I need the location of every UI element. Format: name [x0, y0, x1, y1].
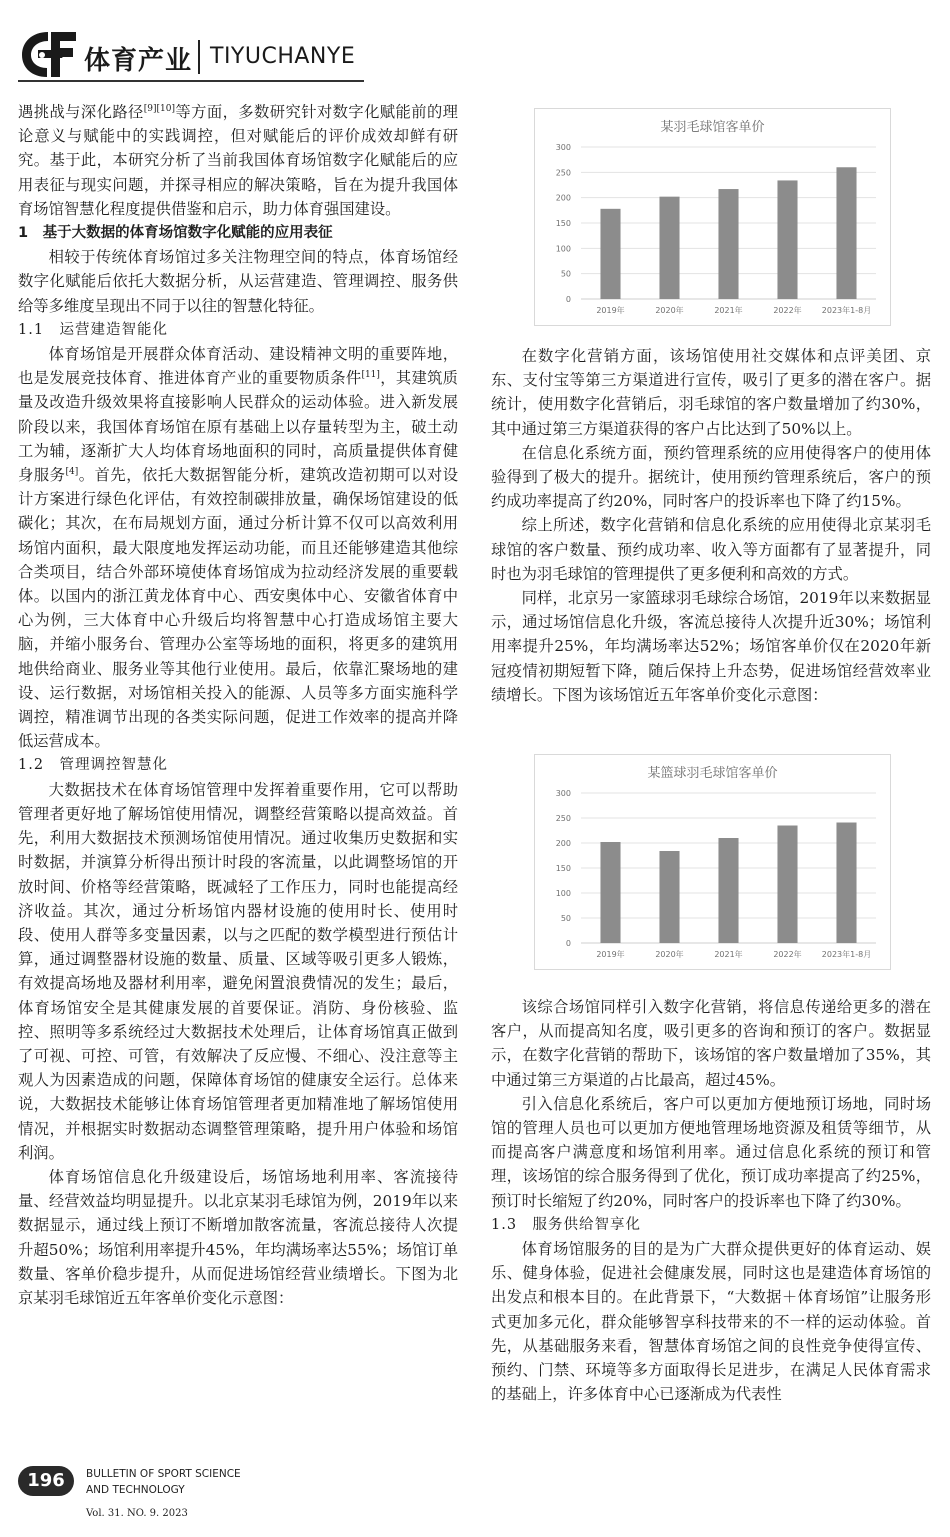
- y-tick-label: 200: [555, 193, 571, 203]
- y-tick-label: 100: [555, 244, 571, 254]
- section-heading-1: 1 基于大数据的体育场馆数字化赋能的应用表征: [18, 225, 333, 242]
- paragraph: 大数据技术在体育场馆管理中发挥着重要作用，它可以帮助管理者更好地了解场馆使用情况，调整经营策略以提高效益。首先，利用大数据技术预测场馆使用情况。通过收集历史数据和实时数据，并演算分析得出预计时段的客流量，以此调整场馆的开放时间、价格等经营策略，既减轻了工作压力，同时也能提高经济收益。其次，通过分析场馆内器材设施的使用时长、使用时段、使用人群等多变量因素，以与之匹配的数学模型进行预估计算，通过调整器材设施的数量、质量、区域等吸引更多人锻炼，有效提高场地及器材利用率，避免闲置浪费情况的发生；最后，体育场馆安全是其健康发展的首要保证。消防、身份核验、监控、照明等多系统经过大数据技术处理后，让体育场馆真正做到了可视、可控、可管，有效解决了反应慢、不细心、没注意等主观人为因素造成的问题，保障体育场馆的健康安全运行。总体来说，大数据技术能够让体育场馆管理者更加精准地了解场馆使用情况，并根据实时数据动态调整管理策略，提升用户体验和场馆利润。: [18, 780, 458, 1162]
- y-tick-label: 300: [555, 143, 571, 152]
- chart-svg: [535, 755, 890, 969]
- bar: [718, 189, 738, 299]
- y-tick-label: 0: [565, 939, 571, 948]
- header-divider: [198, 40, 200, 74]
- journal-title-cn: 体育产业: [84, 46, 193, 76]
- footer-journal-line1: BULLETIN OF SPORT SCIENCE: [86, 1468, 241, 1480]
- bar: [659, 851, 679, 943]
- y-tick-label: 50: [560, 914, 571, 923]
- paragraph: 同样，北京另一家篮球羽毛球综合场馆，2019年以来数据显示，通过场馆信息化升级，客流总接待人次提升近30%；场馆利用率提升25%，年均满场率达52%；场馆客单价仅在2020年新冠疫情初期短暂下降，随后保持上升态势，促进场馆经营效率业绩增长。下图为该场馆近五年客单价变化示意图：: [491, 589, 931, 704]
- chart-title: 某羽毛球馆客单价: [660, 120, 765, 135]
- journal-logo-icon: [18, 28, 80, 80]
- journal-title-latin: TIYUCHANYE: [210, 44, 356, 69]
- footer-journal-line2: AND TECHNOLOGY: [86, 1484, 185, 1496]
- paragraph: 该综合场馆同样引入数字化营销，将信息传递给更多的潜在客户，从而提高知名度，吸引更多的咨询和预订的客户。数据显示，在数字化营销的帮助下，该场馆的客户数量增加了35%，其中通过第三方渠道的占比最高，超过45%。: [491, 998, 931, 1089]
- x-tick-label: 2020年: [655, 950, 684, 959]
- paragraph: 体育场馆是开展群众体育活动、建设精神文明的重要阵地，也是发展竞技体育、推进体育产业的重要物质条件[11]，其建筑质量及改造升级效果将直接影响人民群众的运动体验。进入新发展阶段以来，我国体育场馆在原有基础上以存量转型为主，破土动工为辅，逐渐扩大人均体育场地面积的同时，高质量提供体育健身服务[4]。首先，依托大数据智能分析，建筑改造初期可以对设计方案进行绿色化评估，有效控制碳排放量，确保场馆建设的低碳化；其次，在布局规划方面，通过分析计算不仅可以高效利用场馆内面积，最大限度地发挥运动功能，而且还能够建造其他综合类项目，结合外部环境使体育场馆成为拉动经济发展的重要载体。以国内的浙江黄龙体育中心、西安奥体中心、安徽省体育中心为例，三大体育中心升级后均将智慧中心打造成场馆主要大脑，并缩小服务台、管理办公室等场地的面积，将更多的建筑用地供给商业、服务业等其他行业使用。最后，依靠汇聚场地的建设、运行数据，对场馆相关投入的能源、人员等多方面实施科学调控，精准调节出现的各类实际问题，促进工作效率的提高并降低运营成本。: [18, 345, 458, 751]
- header-rule: [18, 80, 364, 82]
- chart-basketball-badminton-price: [534, 754, 891, 970]
- y-tick-label: 250: [555, 168, 571, 178]
- journal-header: [18, 28, 368, 84]
- paragraph: 综上所述，数字化营销和信息化系统的应用使得北京某羽毛球馆的客户数量、预约成功率、收入等方面都有了显著提升，同时也为羽毛球馆的管理提供了更多便利和高效的方式。: [491, 516, 931, 583]
- x-tick-label: 2021年: [714, 306, 743, 315]
- subsection-heading-1-2: 1.2 管理调控智慧化: [18, 757, 169, 774]
- y-tick-label: 150: [555, 864, 571, 873]
- paragraph: 相较于传统体育场馆过多关注物理空间的特点，体育场馆经数字化赋能后依托大数据分析，从运营建造、管理调控、服务供给等多维度呈现出不同于以往的智慧化特征。: [18, 248, 458, 315]
- right-column-upper: [491, 344, 931, 707]
- y-tick-label: 150: [555, 219, 571, 228]
- x-tick-label: 2020年: [655, 306, 684, 315]
- paragraph: 在信息化系统方面，预约管理系统的应用使得客户的使用体验得到了极大的提升。据统计，使用预约管理系统后，客户的预约成功率提高了约20%，同时客户的投诉率也下降了约15%。: [491, 443, 931, 511]
- y-tick-label: 50: [560, 269, 571, 279]
- paragraph: 遇挑战与深化路径[9][10]等方面，多数研究针对数字化赋能前的理论意义与赋能中的实践调控，但对赋能后的评价成效却鲜有研究。基于此，本研究分析了当前我国体育场馆数字化赋能后的应用表征与现实问题，并探寻相应的解决策略，旨在为提升我国体育场馆智慧化程度提供借鉴和启示，助力体育强国建设。: [18, 103, 458, 218]
- y-tick-label: 100: [555, 889, 571, 898]
- y-tick-label: 0: [565, 295, 571, 304]
- paragraph: 体育场馆信息化升级建设后，场馆场地利用率、客流接待量、经营效益均明显提升。以北京某羽毛球馆为例，2019年以来数据显示，通过线上预订不断增加散客流量，客流总接待人次提升超50%；场馆利用率提升45%，年均满场率达55%；场馆订单数量、客单价稳步提升，从而促进场馆经营业绩增长。下图为北京某羽毛球馆近五年客单价变化示意图：: [18, 1167, 458, 1307]
- y-tick-label: 300: [555, 789, 571, 798]
- bar: [777, 180, 797, 299]
- page-footer: [18, 1466, 278, 1532]
- chart-badminton-price: [534, 108, 891, 326]
- paragraph: 在数字化营销方面，该场馆使用社交媒体和点评美团、京东、支付宝等第三方渠道进行宣传，吸引了更多的潜在客户。据统计，使用数字化营销后，羽毛球馆的客户数量增加了约30%，其中通过第三方渠道获得的客户占比达到了50%以上。: [491, 347, 931, 438]
- page-number: 196: [18, 1466, 74, 1496]
- bar: [718, 838, 738, 943]
- left-column: [18, 100, 458, 1310]
- y-tick-label: 200: [555, 839, 571, 848]
- chart-title: 某篮球羽毛球馆客单价: [647, 766, 778, 781]
- x-tick-label: 2022年: [773, 306, 802, 315]
- chart-svg: [535, 109, 890, 325]
- paragraph: 引入信息化系统后，客户可以更加方便地预订场地，同时场馆的管理人员也可以更加方便地管理场地资源及租赁等细节，从而提高客户满意度和场馆利用率。通过信息化系统的预订和管理，该场馆的综合服务得到了优化，预订成功率提高了约25%，预订时长缩短了约20%，同时客户的投诉率也下降了约30%。: [491, 1094, 931, 1210]
- bar: [836, 167, 856, 299]
- subsection-heading-1-3: 1.3 服务供给智享化: [491, 1216, 642, 1233]
- x-tick-label: 2021年: [714, 950, 743, 959]
- x-tick-label: 2023年1-8月: [821, 950, 872, 959]
- paragraph: 体育场馆服务的目的是为广大群众提供更好的体育运动、娱乐、健身体验，促进社会健康发展，同时这也是建造体育场馆的出发点和根本目的。在此背景下，“大数据＋体育场馆”让服务形式更加多元化，群众能够智享科技带来的不一样的运动体验。首先，从基础服务来看，智慧体育场馆之间的良性竞争使得宣传、预约、门禁、环境等多方面取得长足进步，在满足人民体育需求的基础上，许多体育中心已逐渐成为代表性: [491, 1240, 931, 1404]
- x-tick-label: 2023年1-8月: [821, 306, 872, 315]
- x-tick-label: 2019年: [596, 306, 625, 315]
- right-column-lower: [491, 995, 931, 1406]
- footer-volume: Vol. 31. NO. 9. 2023: [86, 1508, 188, 1519]
- x-tick-label: 2019年: [596, 950, 625, 959]
- bar: [836, 823, 856, 944]
- bar: [600, 842, 620, 943]
- subsection-heading-1-1: 1.1 运营建造智能化: [18, 321, 169, 338]
- bar: [659, 197, 679, 299]
- bar: [777, 826, 797, 944]
- x-tick-label: 2022年: [773, 950, 802, 959]
- y-tick-label: 250: [555, 814, 571, 823]
- bar: [600, 209, 620, 299]
